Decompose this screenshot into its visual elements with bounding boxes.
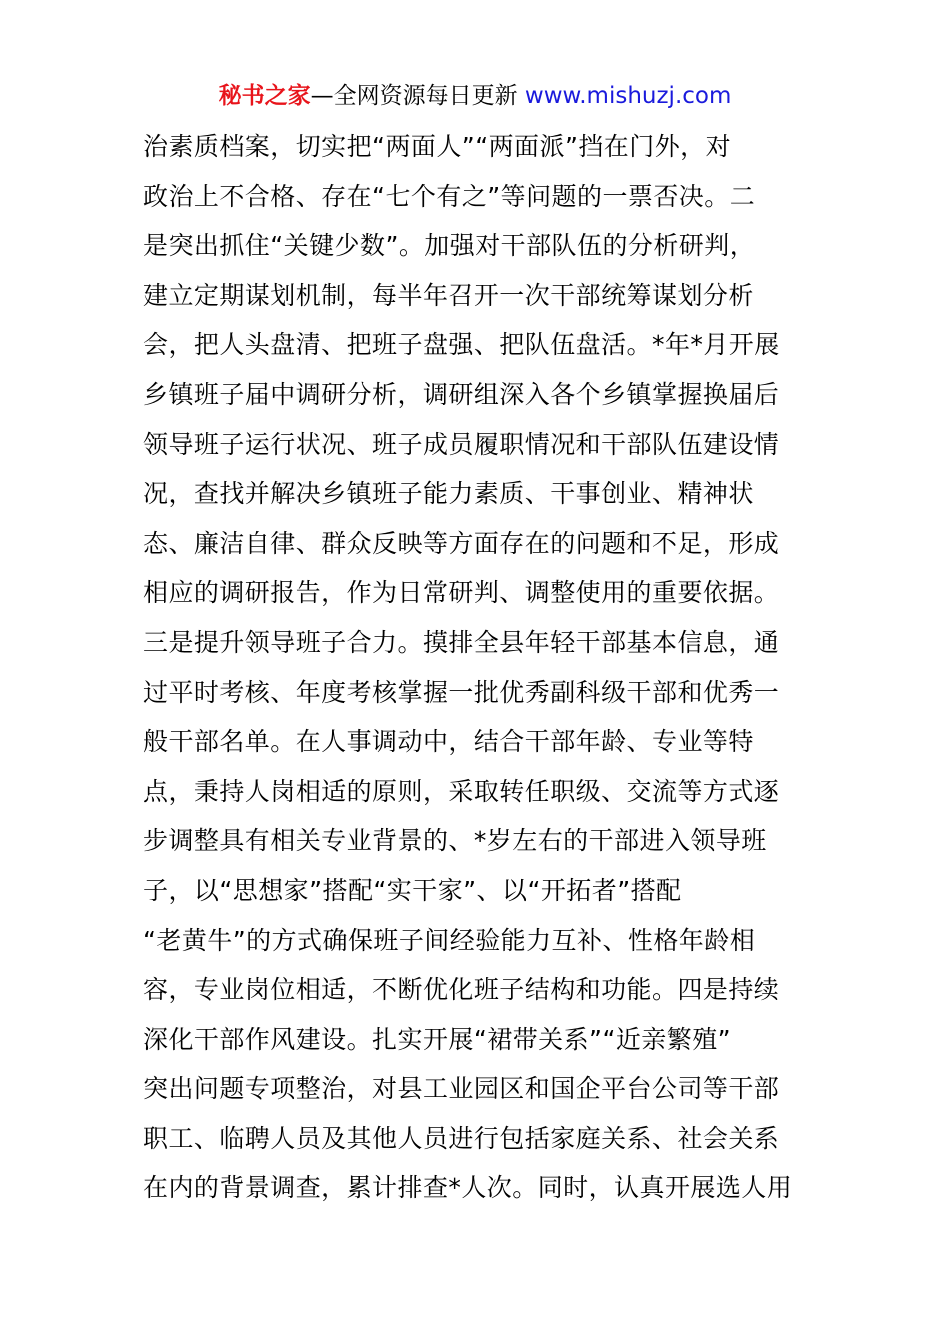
site-url-link[interactable]: www.mishuzj.com xyxy=(524,83,732,109)
text-line: 点，秉持人岗相适的原则，采取转任职级、交流等方式逐 xyxy=(143,776,780,806)
text-line: 在内的背景调查，累计排查*人次。同时，认真开展选人用 xyxy=(143,1173,793,1203)
text-line: 况，查找并解决乡镇班子能力素质、干事创业、精神状 xyxy=(143,479,754,509)
text-line: 般干部名单。在人事调动中，结合干部年龄、专业等特 xyxy=(143,727,754,757)
text-line: 会，把人头盘清、把班子盘强、把队伍盘活。*年*月开展 xyxy=(143,330,780,360)
text-line: 乡镇班子届中调研分析，调研组深入各个乡镇掌握换届后 xyxy=(143,379,780,409)
text-line: 治素质档案，切实把“两面人”“两面派”挡在门外，对 xyxy=(143,132,732,161)
text-line: 领导班子运行状况、班子成员履职情况和干部队伍建设情 xyxy=(143,429,780,459)
text-line: 是突出抓住“关键少数”。加强对干部队伍的分析研判， xyxy=(143,231,756,261)
text-line: 过平时考核、年度考核掌握一批优秀副科级干部和优秀一 xyxy=(143,677,780,707)
text-line: 容，专业岗位相适，不断优化班子结构和功能。四是持续 xyxy=(143,975,780,1005)
text-line: 政治上不合格、存在“七个有之”等问题的一票否决。二 xyxy=(143,181,756,211)
text-line: 相应的调研报告，作为日常研判、调整使用的重要依据。 xyxy=(143,578,780,608)
document-body xyxy=(143,122,815,1213)
text-line: 三是提升领导班子合力。摸排全县年轻干部基本信息，通 xyxy=(143,627,780,657)
text-line: 突出问题专项整治，对县工业园区和国企平台公司等干部 xyxy=(143,1074,780,1104)
text-line: 步调整具有相关专业背景的、*岁左右的干部进入领导班 xyxy=(143,826,767,856)
text-line: 态、廉洁自律、群众反映等方面存在的问题和不足，形成 xyxy=(143,528,780,558)
header-tagline: —全网资源每日更新 xyxy=(310,83,525,109)
text-line: 职工、临聘人员及其他人员进行包括家庭关系、社会关系 xyxy=(143,1123,780,1153)
site-header xyxy=(0,80,950,112)
text-line: “老黄牛”的方式确保班子间经验能力互补、性格年龄相 xyxy=(143,925,756,955)
text-line: 子，以“思想家”搭配“实干家”、以“开拓者”搭配 xyxy=(143,875,682,905)
text-line: 深化干部作风建设。扎实开展“裙带关系”“近亲繁殖” xyxy=(143,1024,732,1054)
brand-name: 秘书之家 xyxy=(218,83,311,109)
text-line: 建立定期谋划机制，每半年召开一次干部统筹谋划分析 xyxy=(143,280,754,310)
